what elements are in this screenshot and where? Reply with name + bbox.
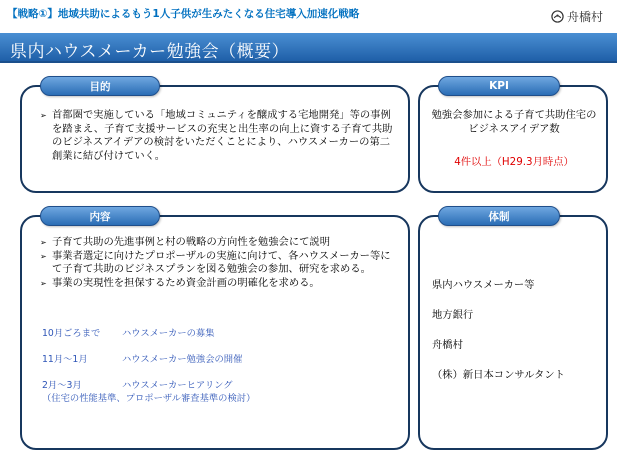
kpi-description: 勉強会参加による子育て共助住宅のビジネスアイデア数 [431, 109, 597, 135]
village-emblem-icon [551, 10, 564, 23]
content-bullet: ➢ 事業の実現性を担保するため資金計画の明確化を求める。 [40, 276, 320, 289]
schedule-row [42, 353, 382, 366]
content-bullet: ➢ 子育て共助の先進事例と村の戦略の方向性を勉強会にて説明 [40, 236, 331, 248]
schedule [42, 327, 382, 405]
organization-member: 舟橋村 [432, 339, 463, 351]
content-list [40, 236, 400, 290]
purpose-panel [20, 85, 410, 193]
schedule-row [42, 379, 382, 392]
kpi-panel [418, 85, 608, 193]
organization-list [432, 278, 565, 398]
schedule-item: ハウスメーカーの募集 [122, 328, 215, 339]
organization-member: （株）新日本コンサルタント [432, 369, 565, 381]
schedule-date: 2月～3月 [42, 380, 82, 391]
page-title: 県内ハウスメーカー勉強会（概要） [10, 42, 290, 62]
kpi-target: 4件以上（H29.3月時点） [454, 156, 574, 168]
organization-member: 地方銀行 [432, 309, 474, 321]
bullet-arrow-icon: ➢ [40, 111, 47, 120]
logo-text: 舟橋村 [566, 10, 603, 24]
schedule-row [42, 327, 382, 340]
organization-member: 県内ハウスメーカー等 [432, 279, 535, 291]
schedule-note: （住宅の性能基準、プロポーザル審査基準の検討） [42, 393, 256, 404]
kpi-tab: KPI [438, 76, 560, 96]
strategy-subtitle: 【戦略①】地域共助によるもう1人子供が生みたくなる住宅導入加速化戦略 [7, 8, 360, 20]
schedule-item: ハウスメーカーヒアリング [122, 380, 233, 391]
purpose-bullet: ➢ 首都圏で実施している「地域コミュニティを醸成する宅地開発」等の事例を踏まえ、子育て支援サービスの充実と出生率の向上に資する子育て共助のビジネスアイデアの検討をいただくことにより、ハウスメーカーの第二創業に結び付けていく。 [40, 109, 393, 162]
schedule-item: ハウスメーカー勉強会の開催 [122, 354, 243, 365]
organization-tab: 体制 [438, 206, 560, 226]
purpose-tab: 目的 [40, 76, 160, 96]
content-bullet: ➢ 事業者選定に向けたプロポーザルの実施に向けて、各ハウスメーカー等にて子育て共助のビジネスプランを図る勉強会の参加、研究を求める。 [40, 249, 391, 276]
content-tab: 内容 [40, 206, 160, 226]
organization-panel [418, 215, 608, 450]
schedule-date: 10月ごろまで [42, 328, 101, 339]
village-logo [551, 8, 603, 25]
title-bar [0, 33, 617, 63]
purpose-list [40, 109, 395, 163]
bullet-arrow-icon: ➢ [40, 238, 47, 247]
schedule-date: 11月～1月 [42, 354, 88, 365]
content-panel [20, 215, 410, 450]
bullet-arrow-icon: ➢ [40, 251, 47, 261]
bullet-arrow-icon: ➢ [40, 278, 47, 288]
